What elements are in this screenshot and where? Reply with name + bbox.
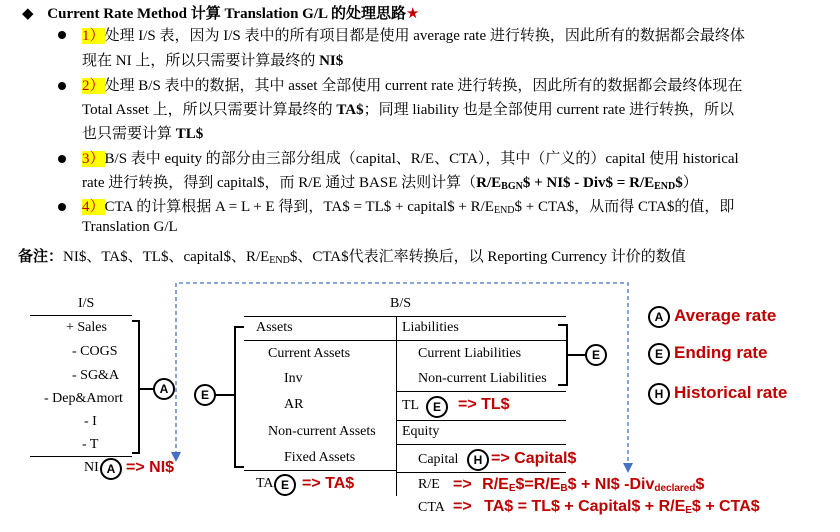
equity-rule [396, 444, 566, 445]
bs-header-rule [244, 340, 566, 341]
re-label: R/E [418, 477, 440, 492]
asset-item: Inv [284, 371, 303, 386]
bullet-text: Translation G/L [82, 219, 178, 235]
bullet-number: 4） [82, 199, 105, 215]
historical-rate-icon: H [648, 383, 670, 405]
assets-bottom-rule [244, 470, 396, 471]
assets-bracket [214, 394, 234, 396]
liabilities-bracket [558, 324, 568, 326]
bullet-text: $ + CTA$，从而得 CTA$的值，即 [514, 199, 735, 215]
assets-bracket [234, 466, 244, 468]
liabilities-header: Liabilities [402, 320, 459, 335]
note-label: 备注： [18, 249, 64, 265]
is-item: - I [84, 414, 97, 429]
note-text: NI$、TA$、TL$、capital$、R/E [63, 249, 270, 265]
asset-item: Fixed Assets [284, 450, 356, 465]
bullet-text: 也只需要计算 [82, 126, 176, 142]
equity-bottom-rule [396, 472, 566, 473]
legend-historical-rate: Historical rate [674, 383, 788, 402]
bullet-number: 3） [82, 151, 105, 167]
title-part: Translation G/L [224, 6, 331, 22]
bullet-number: 1） [82, 28, 105, 44]
is-bracket [140, 388, 154, 390]
bs-mid-vertical [396, 316, 397, 496]
average-rate-marker-icon: A [153, 378, 175, 400]
bullet-text: rate 进行转换，得到 capital$，而 R/E 通过 BASE 法则计算（ [82, 175, 477, 191]
is-title: I/S [78, 296, 95, 311]
ni-label: NI [84, 460, 99, 475]
ending-rate-icon: E [648, 343, 670, 365]
bullet-text-bold: TA$ [336, 102, 364, 118]
liability-item: Current Liabilities [418, 346, 522, 361]
bs-title: B/S [390, 296, 412, 311]
title-part: Current Rate Method [47, 6, 191, 22]
average-rate-icon: A [648, 306, 670, 328]
is-item: - Dep&Amort [44, 391, 123, 406]
is-bottom-rule [30, 456, 132, 457]
subscript: END [493, 205, 515, 216]
ni-result: => NI$ [126, 459, 175, 476]
tl-result: => TL$ [458, 396, 510, 413]
bs-top-rule [244, 316, 566, 317]
liabilities-bracket [568, 354, 586, 356]
is-item: - T [82, 437, 99, 452]
assets-bracket [234, 326, 244, 328]
arrow-head-icon [623, 463, 633, 473]
legend-ending-rate: Ending rate [674, 343, 768, 362]
liabilities-rule [396, 391, 566, 392]
is-bracket [138, 320, 140, 454]
bullet-text: ；同理 liability 也是全部使用 current rate 进行转换，所以 [363, 102, 734, 118]
is-bracket [132, 320, 140, 322]
title-part: 的处理思路 [330, 6, 406, 22]
asset-item: AR [284, 397, 304, 412]
ta-label: TA [256, 476, 274, 491]
ending-rate-marker-icon: E [426, 396, 448, 418]
average-rate-marker-icon: A [100, 458, 122, 480]
legend-average-rate: Average rate [674, 306, 777, 325]
cta-formula: => TA$ = TL$ + Capital$ + $R/E_E\$$ + CTA$ [453, 498, 760, 516]
bullet-text: B/S 表中 equity 的部分由三部分组成（capital、R/E、CTA），其中（广义的）capital 使用 historical [104, 151, 739, 167]
asset-item: Current Assets [268, 346, 351, 361]
assets-header: Assets [256, 320, 293, 335]
capital-label: Capital [418, 452, 459, 467]
subscript: END [269, 255, 290, 266]
asset-item: Non-current Assets [268, 424, 376, 439]
is-item: + Sales [66, 320, 107, 335]
ta-result: => TA$ [302, 475, 355, 492]
bullet-text-bold: TL$ [175, 126, 204, 142]
equity-header: Equity [402, 424, 440, 439]
ending-rate-marker-icon: E [274, 474, 296, 496]
ending-rate-marker-icon: E [585, 344, 607, 366]
is-bracket [132, 452, 140, 454]
bullet-text-bold: NI$ [319, 53, 344, 69]
bullet-number: 2） [82, 78, 105, 94]
capital-result: => Capital$ [491, 450, 577, 467]
re-formula: => $R/E_E\$=R/E_B\$$ + NI$ -Div$_{declared}$\$ [453, 476, 705, 494]
bullet-text: 处理 I/S 表，因为 I/S 表中的所有项目都是使用 average rate 进行转换，因此所有的数据都会最终体 [104, 28, 745, 44]
tl-rule [396, 420, 566, 421]
bullet-text: Total Asset 上，所以只需要计算最终的 [82, 102, 337, 118]
is-top-rule [30, 315, 132, 316]
tl-label: TL [402, 398, 420, 413]
is-item: - COGS [72, 344, 118, 359]
bullet-text: 处理 B/S 表中的数据，其中 asset 全部使用 current rate 进行转换，因此所有的数据都会最终体现在 [104, 78, 743, 94]
historical-rate-marker-icon: H [467, 449, 489, 471]
bullet-text: 现在 NI 上，所以只需要计算最终的 [82, 53, 320, 69]
is-item: - SG&A [72, 368, 120, 383]
base-formula: $R/E_{BGN}\$$ + NI$ - Div$ = $R/E_{END}\$$ [476, 175, 683, 192]
bullet-text: CTA 的计算根据 A = L + E 得到，TA$ = TL$ + capital$ + R/E [104, 199, 494, 215]
liability-item: Non-current Liabilities [418, 371, 547, 386]
ending-rate-marker-icon: E [194, 384, 216, 406]
star-icon: ★ [405, 6, 420, 22]
liabilities-bracket [558, 384, 568, 386]
cta-label: CTA [418, 500, 445, 515]
title-part: 计算 [190, 6, 225, 22]
bullet-text: ） [682, 175, 698, 191]
diamond-icon: ◆ [22, 6, 34, 22]
note-text: $、CTA$代表汇率转换后，以 Reporting Currency 计价的数值 [289, 249, 686, 265]
assets-bracket [234, 326, 236, 468]
